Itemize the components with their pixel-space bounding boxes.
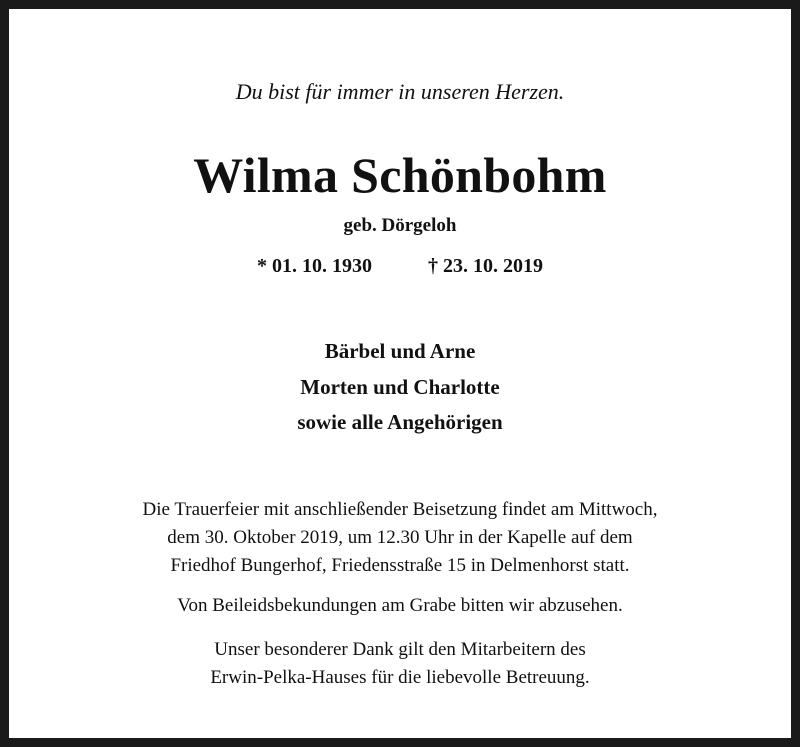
thanks-line: Unser besonderer Dank gilt den Mitarbeitern des <box>214 639 586 660</box>
motto-text: Du bist für immer in unseren Herzen. <box>235 79 565 104</box>
life-dates <box>18 255 782 278</box>
funeral-info-line: dem 30. Oktober 2019, um 12.30 Uhr in der Kapelle auf dem <box>167 527 633 548</box>
condolence-note: Von Beileidsbekundungen am Grabe bitten wir abzusehen. <box>177 595 623 616</box>
mourner-line: Bärbel und Arne <box>324 339 476 363</box>
death-date: † 23. 10. 2019 <box>428 255 543 277</box>
thanks-line: Erwin-Pelka-Hauses für die liebevolle Betreuung. <box>210 667 590 688</box>
funeral-info-line: Die Trauerfeier mit anschließender Beisetzung findet am Mittwoch, <box>142 499 658 520</box>
mourner-line: sowie alle Angehörigen <box>297 410 503 434</box>
birth-date: * 01. 10. 1930 <box>257 255 372 277</box>
deceased-name: Wilma Schönbohm <box>193 147 607 203</box>
birth-name: geb. Dörgeloh <box>343 215 457 236</box>
mourner-line: Morten und Charlotte <box>300 375 500 399</box>
funeral-info-line: Friedhof Bungerhof, Friedensstraße 15 in Delmenhorst statt. <box>170 555 630 576</box>
